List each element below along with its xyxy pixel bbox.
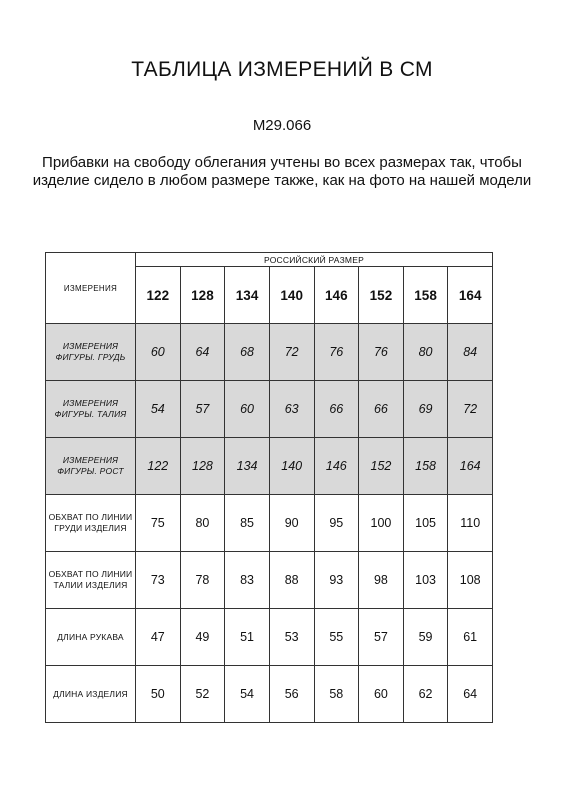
row-label: ДЛИНА РУКАВА [46,609,136,666]
table-cell: 158 [403,438,448,495]
table-cell: 140 [269,438,314,495]
table-cell: 84 [448,324,493,381]
row-label: ИЗМЕРЕНИЯ ФИГУРЫ. ГРУДЬ [46,324,136,381]
table-cell: 52 [180,666,225,723]
row-label: ОБХВАТ ПО ЛИНИИ ГРУДИ ИЗДЕЛИЯ [46,495,136,552]
size-header-cell: 158 [403,267,448,324]
measure-header-cell [46,253,136,324]
size-header-cell: 134 [225,267,270,324]
table-cell: 72 [269,324,314,381]
table-row [46,381,493,438]
table-cell: 55 [314,609,359,666]
size-header-cell: 128 [180,267,225,324]
size-header-cell: 152 [359,267,404,324]
table-cell: 60 [359,666,404,723]
table-cell: 95 [314,495,359,552]
table-cell: 76 [359,324,404,381]
table-cell: 72 [448,381,493,438]
table-cell: 93 [314,552,359,609]
table-cell: 83 [225,552,270,609]
table-row [46,324,493,381]
table-cell: 108 [448,552,493,609]
table-row [46,609,493,666]
table-cell: 49 [180,609,225,666]
table-cell: 73 [136,552,181,609]
table-cell: 60 [136,324,181,381]
table-cell: 51 [225,609,270,666]
table-cell: 54 [225,666,270,723]
table-cell: 105 [403,495,448,552]
row-label: ИЗМЕРЕНИЯ ФИГУРЫ. РОСТ [46,438,136,495]
size-header-cell: 146 [314,267,359,324]
model-code: М29.066 [252,117,312,134]
size-table [45,252,493,723]
table-cell: 66 [359,381,404,438]
table-cell: 64 [448,666,493,723]
table-cell: 128 [180,438,225,495]
table-cell: 75 [136,495,181,552]
table-cell: 54 [136,381,181,438]
row-label: ИЗМЕРЕНИЯ ФИГУРЫ. ТАЛИЯ [46,381,136,438]
table-cell: 59 [403,609,448,666]
table-cell: 164 [448,438,493,495]
fit-note: Прибавки на свободу облегания учтены во всех размерах так, чтобы изделие сидело в любом размере также, как на фото на нашей модели [32,154,532,189]
table-cell: 100 [359,495,404,552]
table-row [46,666,493,723]
table-row [46,552,493,609]
table-cell: 152 [359,438,404,495]
table-cell: 103 [403,552,448,609]
measure-header: ИЗМЕРЕНИЯ [63,283,118,293]
table-cell: 50 [136,666,181,723]
table-cell: 122 [136,438,181,495]
row-label: ОБХВАТ ПО ЛИНИИ ТАЛИИ ИЗДЕЛИЯ [46,552,136,609]
table-cell: 56 [269,666,314,723]
table-cell: 76 [314,324,359,381]
size-header-cell: 122 [136,267,181,324]
table-cell: 57 [180,381,225,438]
table-cell: 90 [269,495,314,552]
table-cell: 134 [225,438,270,495]
table-cell: 85 [225,495,270,552]
table-row [46,495,493,552]
size-header-cell: 164 [448,267,493,324]
table-row [46,438,493,495]
table-cell: 68 [225,324,270,381]
page-title: ТАБЛИЦА ИЗМЕРЕНИЙ В СМ [131,58,433,81]
table-cell: 60 [225,381,270,438]
table-cell: 78 [180,552,225,609]
group-header-row [46,253,493,267]
table-cell: 69 [403,381,448,438]
table-cell: 146 [314,438,359,495]
table-cell: 62 [403,666,448,723]
table-cell: 66 [314,381,359,438]
table-cell: 80 [403,324,448,381]
table-cell: 58 [314,666,359,723]
table-cell: 64 [180,324,225,381]
table-cell: 57 [359,609,404,666]
table-cell: 80 [180,495,225,552]
russian-size-header: РОССИЙСКИЙ РАЗМЕР [136,253,493,267]
table-cell: 98 [359,552,404,609]
table-cell: 88 [269,552,314,609]
table-cell: 110 [448,495,493,552]
row-label: ДЛИНА ИЗДЕЛИЯ [46,666,136,723]
table-cell: 61 [448,609,493,666]
table-cell: 53 [269,609,314,666]
size-header-cell: 140 [269,267,314,324]
table-cell: 63 [269,381,314,438]
table-cell: 47 [136,609,181,666]
